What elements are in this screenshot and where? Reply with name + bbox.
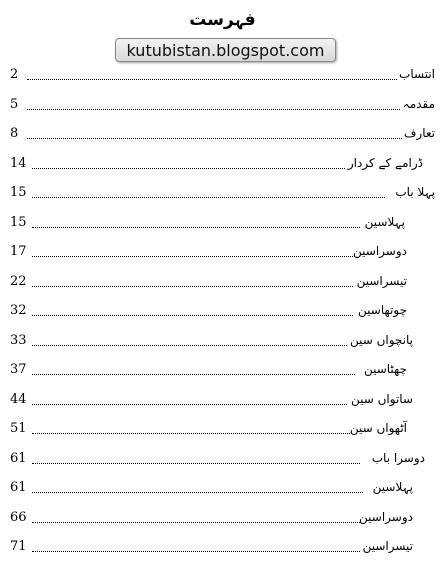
toc-row xyxy=(10,150,435,180)
toc-row xyxy=(10,356,435,386)
toc-row xyxy=(10,504,435,534)
toc-row xyxy=(10,209,435,239)
toc-page-number: 61 xyxy=(10,480,27,495)
toc-page-number: 33 xyxy=(10,332,27,348)
toc-row xyxy=(10,327,435,357)
toc-page-number: 17 xyxy=(10,244,27,259)
toc-entry-label: تعارف xyxy=(403,126,435,140)
toc-leader-dots xyxy=(32,227,360,228)
toc-page-number: 15 xyxy=(10,214,27,230)
toc-entry-label: پہلاسین xyxy=(372,480,413,494)
toc-leader-dots xyxy=(32,315,353,316)
toc-leader-dots xyxy=(27,138,402,139)
toc-entry-label: دوسراسین xyxy=(353,244,407,258)
toc-page-number: 61 xyxy=(10,450,27,466)
toc-entry-label: چھٹاسین xyxy=(363,362,407,376)
toc-leader-dots xyxy=(32,522,360,523)
toc-row xyxy=(10,533,435,563)
toc-page-number: 71 xyxy=(10,539,27,554)
watermark-url: kutubistan.blogspot.com xyxy=(115,38,336,62)
toc-entry-label: پہلا باب xyxy=(395,185,435,199)
toc-row xyxy=(10,386,435,416)
toc-page-number: 44 xyxy=(10,391,27,407)
toc-entry-label: تیسراسین xyxy=(356,273,407,288)
toc-page-number: 22 xyxy=(10,273,27,289)
toc-row xyxy=(10,415,435,445)
toc-entry-label: دوسرا باب xyxy=(371,450,425,465)
toc-row xyxy=(10,61,435,91)
toc-leader-dots xyxy=(32,433,350,434)
toc-leader-dots xyxy=(32,286,353,287)
toc-page-number: 14 xyxy=(10,155,27,171)
toc-entry-label: چوتھاسین xyxy=(358,303,407,317)
toc-leader-dots xyxy=(32,374,355,375)
toc-leader-dots xyxy=(32,463,360,464)
toc-page-number: 37 xyxy=(10,362,27,377)
toc-row xyxy=(10,474,435,504)
toc-row xyxy=(10,268,435,298)
toc-page-number: 2 xyxy=(10,67,19,82)
toc-leader-dots xyxy=(32,256,355,257)
toc-leader-dots xyxy=(32,345,347,346)
toc-leader-dots xyxy=(27,79,397,80)
toc-leader-dots xyxy=(32,197,385,198)
toc-row xyxy=(10,179,435,209)
toc-entry-label: تیسراسین xyxy=(362,539,413,553)
toc-leader-dots xyxy=(32,492,363,493)
toc-page-number: 66 xyxy=(10,509,27,525)
toc-entry-label: پہلاسین xyxy=(364,214,405,229)
toc-leader-dots xyxy=(27,109,400,110)
toc-entry-label: دوسراسین xyxy=(359,509,413,524)
toc-entry-label: انتساب xyxy=(399,67,435,81)
toc-page-number: 32 xyxy=(10,303,27,318)
toc-entry-label: آٹھواں سین xyxy=(349,421,407,435)
toc-page-number: 51 xyxy=(10,421,27,436)
toc-row xyxy=(10,120,435,150)
toc-row xyxy=(10,445,435,475)
toc-entry-label: مقدمہ xyxy=(402,96,435,111)
page-title: فہرست xyxy=(189,10,256,30)
toc-leader-dots xyxy=(32,551,360,552)
toc-page-number: 15 xyxy=(10,185,27,200)
toc-leader-dots xyxy=(32,404,347,405)
toc-leader-dots xyxy=(32,168,345,169)
toc-entry-label: ڈرامے کے کردار xyxy=(347,155,423,170)
toc-page-number: 8 xyxy=(10,126,19,141)
toc-row xyxy=(10,238,435,268)
toc-row xyxy=(10,91,435,121)
toc-entry-label: پانچواں سین xyxy=(349,332,413,347)
table-of-contents xyxy=(10,61,435,563)
toc-row xyxy=(10,297,435,327)
toc-page-number: 5 xyxy=(10,96,19,112)
toc-entry-label: ساتواں سین xyxy=(350,391,413,406)
